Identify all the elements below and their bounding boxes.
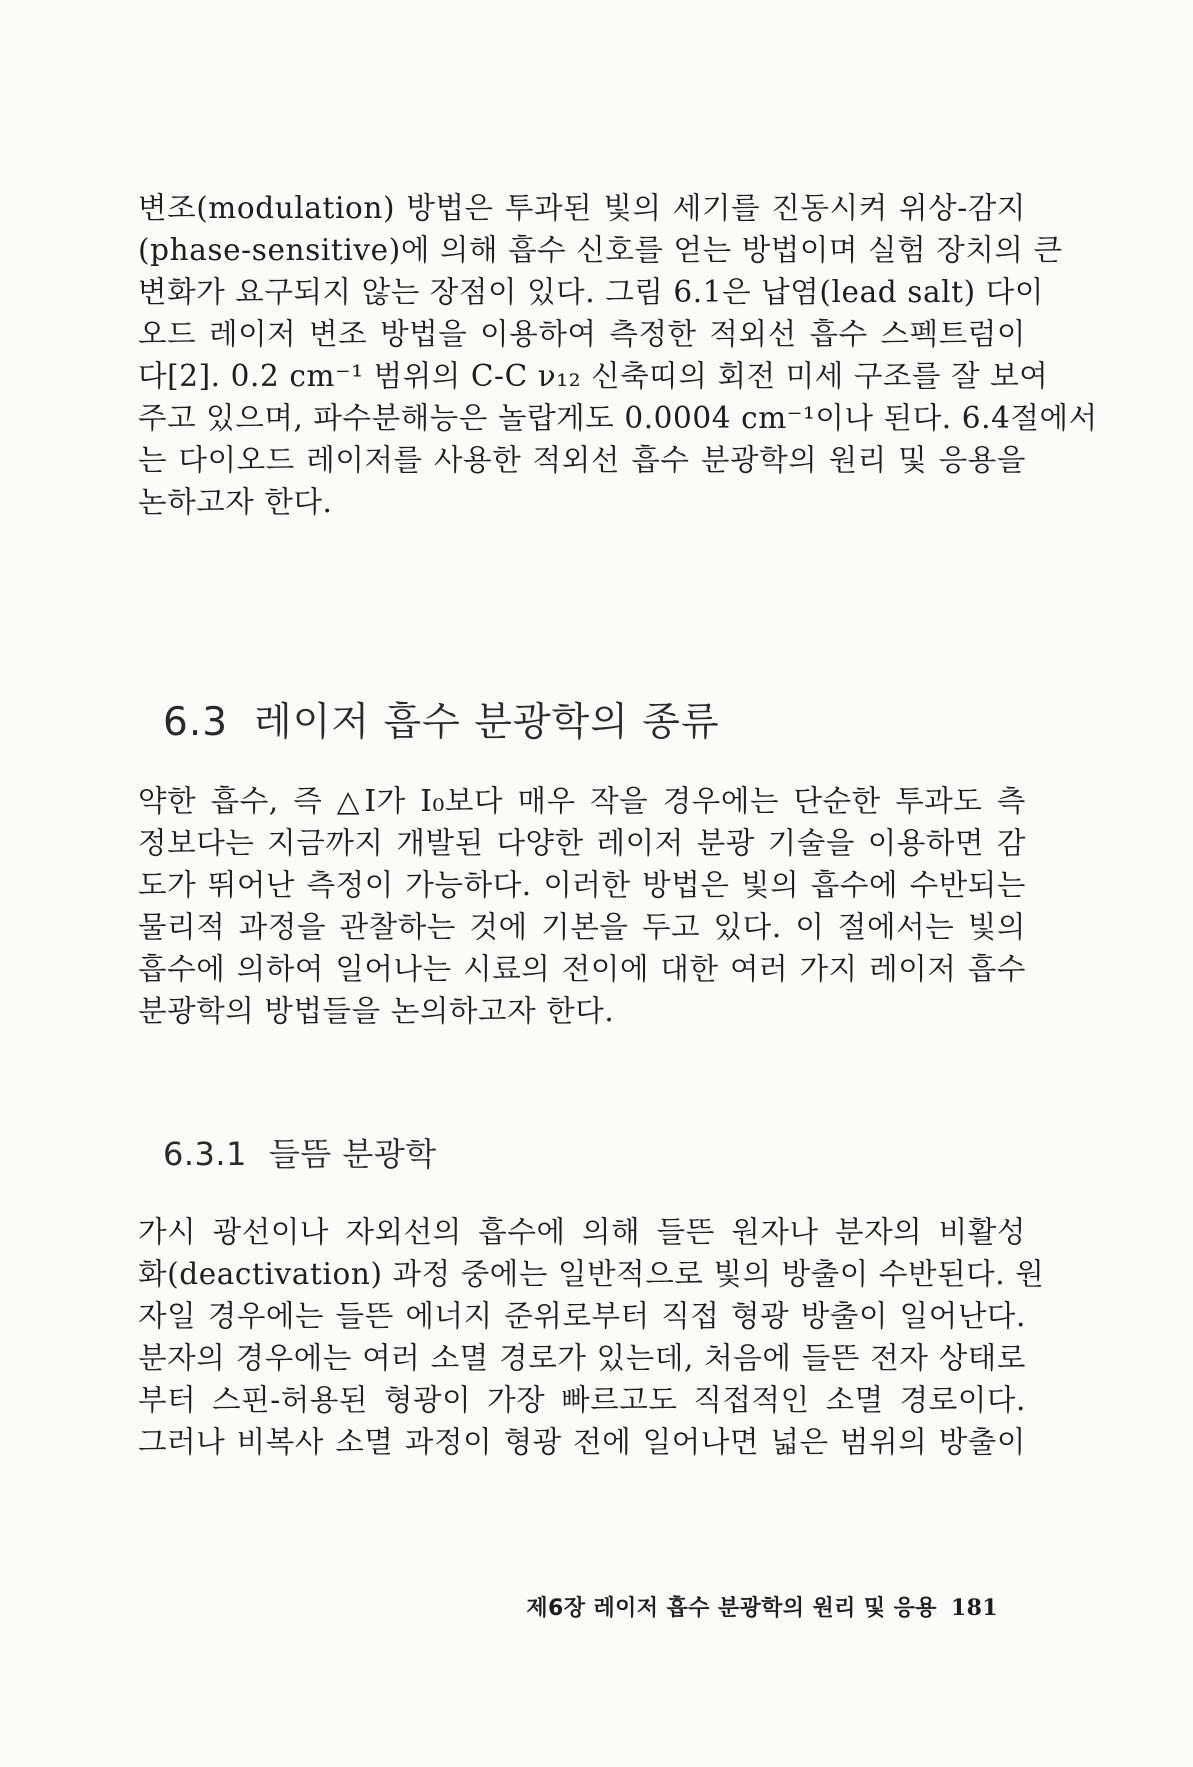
text-line: 그러나 비복사 소멸 과정이 형광 전에 일어나면 넓은 범위의 방출이: [138, 1425, 1026, 1459]
text-line: 논하고자 한다.: [138, 485, 333, 519]
section-title: 레이저 흡수 분광학의 종류: [254, 700, 720, 745]
text-line: 흡수에 의하여 일어나는 시료의 전이에 대한 여러 가지 레이저 흡수: [138, 952, 1026, 986]
text-line: 다[2]. 0.2 cm⁻¹ 범위의 C-C ν₁₂ 신축띠의 회전 미세 구조를 잘 보여: [138, 359, 1049, 393]
intro-paragraph: [138, 187, 1098, 523]
text-line: 주고 있으며, 파수분해능은 놀랍게도 0.0004 cm⁻¹이나 된다. 6.4절에서: [138, 401, 1098, 435]
text-line: 정보다는 지금까지 개발된 다양한 레이저 분광 기술을 이용하면 감: [138, 826, 1026, 860]
section-number: 6.3: [163, 700, 229, 745]
text-line: (phase-sensitive)에 의해 흡수 신호를 얻는 방법이며 실험 장치의 큰: [138, 233, 1063, 267]
text-line: 도가 뛰어난 측정이 가능하다. 이러한 방법은 빛의 흡수에 수반되는: [138, 868, 1026, 902]
text-line: 부터 스핀-허용된 형광이 가장 빠르고도 직접적인 소멸 경로이다.: [138, 1383, 1026, 1417]
subsection-number: 6.3.1: [163, 1135, 247, 1173]
section-heading: [163, 691, 720, 747]
text-line: 가시 광선이나 자외선의 흡수에 의해 들뜬 원자나 분자의 비활성: [138, 1215, 1026, 1249]
text-line: 는 다이오드 레이저를 사용한 적외선 흡수 분광학의 원리 및 응용을: [138, 443, 1026, 477]
subsection-paragraph: [138, 1211, 1045, 1463]
subsection-title: 들뜸 분광학: [268, 1135, 437, 1173]
text-line: 분광학의 방법들을 논의하고자 한다.: [138, 994, 615, 1028]
page-number: 181: [950, 1595, 998, 1621]
text-line: 물리적 과정을 관찰하는 것에 기본을 두고 있다. 이 절에서는 빛의: [138, 910, 1026, 944]
text-line: 약한 흡수, 즉 △I가 I₀보다 매우 작을 경우에는 단순한 투과도 측: [138, 784, 1026, 818]
text-line: 변화가 요구되지 않는 장점이 있다. 그림 6.1은 납염(lead salt) 다이: [138, 275, 1044, 309]
page-footer: [526, 1591, 998, 1622]
text-line: 분자의 경우에는 여러 소멸 경로가 있는데, 처음에 들뜬 전자 상태로: [138, 1341, 1026, 1375]
text-line: 변조(modulation) 방법은 투과된 빛의 세기를 진동시켜 위상-감지: [138, 191, 1026, 225]
section-paragraph: [138, 780, 1026, 1032]
text-line: 화(deactivation) 과정 중에는 일반적으로 빛의 방출이 수반된다. 원: [138, 1257, 1045, 1291]
running-footer-chapter: 제6장 레이저 흡수 분광학의 원리 및 응용: [526, 1596, 937, 1621]
text-line: 오드 레이저 변조 방법을 이용하여 측정한 적외선 흡수 스펙트럼이: [138, 317, 1026, 351]
text-line: 자일 경우에는 들뜬 에너지 준위로부터 직접 형광 방출이 일어난다.: [138, 1299, 1026, 1333]
subsection-heading: [163, 1129, 437, 1175]
